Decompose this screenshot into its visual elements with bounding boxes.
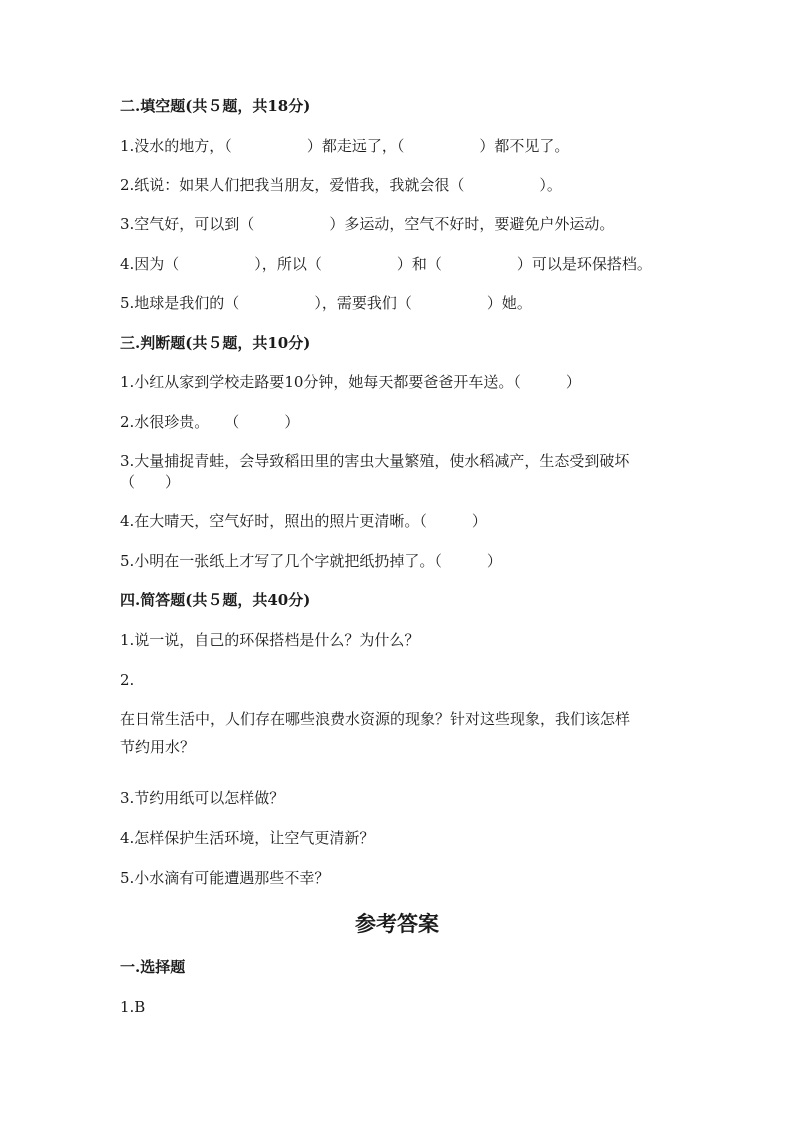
judge-question-4: 4.在大晴天，空气好时，照出的照片更清晰。（ ）	[120, 512, 487, 530]
section-heading-fill: 二.填空题(共５题，共18分)	[120, 97, 311, 115]
short-question-5: 5.小水滴有可能遭遇那些不幸？	[120, 869, 330, 887]
judge-question-2: 2.水很珍贵。 （ ）	[120, 413, 300, 431]
answers-title: 参考答案	[355, 911, 439, 936]
answers-heading-choice: 一.选择题	[120, 958, 186, 976]
section-heading-judge: 三.判断题(共５题，共10分)	[120, 334, 311, 352]
fill-question-1: 1.没水的地方，（ ）都走远了，（ ）都不见了。	[120, 137, 570, 155]
short-question-4: 4.怎样保护生活环境，让空气更清新？	[120, 829, 375, 847]
fill-question-5: 5.地球是我们的（ ），需要我们（ ）她。	[120, 294, 532, 312]
short-question-2-number: 2.	[120, 671, 135, 689]
short-question-3: 3.节约用纸可以怎样做？	[120, 789, 285, 807]
fill-question-2: 2.纸说：如果人们把我当朋友，爱惜我，我就会很（ ）。	[120, 176, 562, 194]
judge-question-5: 5.小明在一张纸上才写了几个字就把纸扔掉了。（ ）	[120, 552, 502, 570]
short-question-1: 1.说一说，自己的环保搭档是什么？为什么？	[120, 631, 420, 649]
judge-question-3-bracket: （ ）	[120, 473, 181, 491]
answer-item-1: 1.B	[120, 998, 146, 1016]
judge-question-3: 3.大量捕捉青蛙，会导致稻田里的害虫大量繁殖，使水稻减产，生态受到破坏	[120, 452, 630, 470]
short-question-2-line-1: 在日常生活中，人们存在哪些浪费水资源的现象？针对这些现象，我们该怎样	[120, 710, 631, 728]
fill-question-4: 4.因为（ ），所以（ ）和（ ）可以是环保搭档。	[120, 255, 652, 273]
section-heading-short: 四.简答题(共５题，共40分)	[120, 591, 311, 609]
judge-question-1: 1.小红从家到学校走路要10分钟，她每天都要爸爸开车送。（ ）	[120, 373, 581, 391]
fill-question-3: 3.空气好，可以到（ ）多运动，空气不好时，要避免户外运动。	[120, 215, 615, 233]
short-question-2-line-2: 节约用水？	[120, 738, 196, 756]
